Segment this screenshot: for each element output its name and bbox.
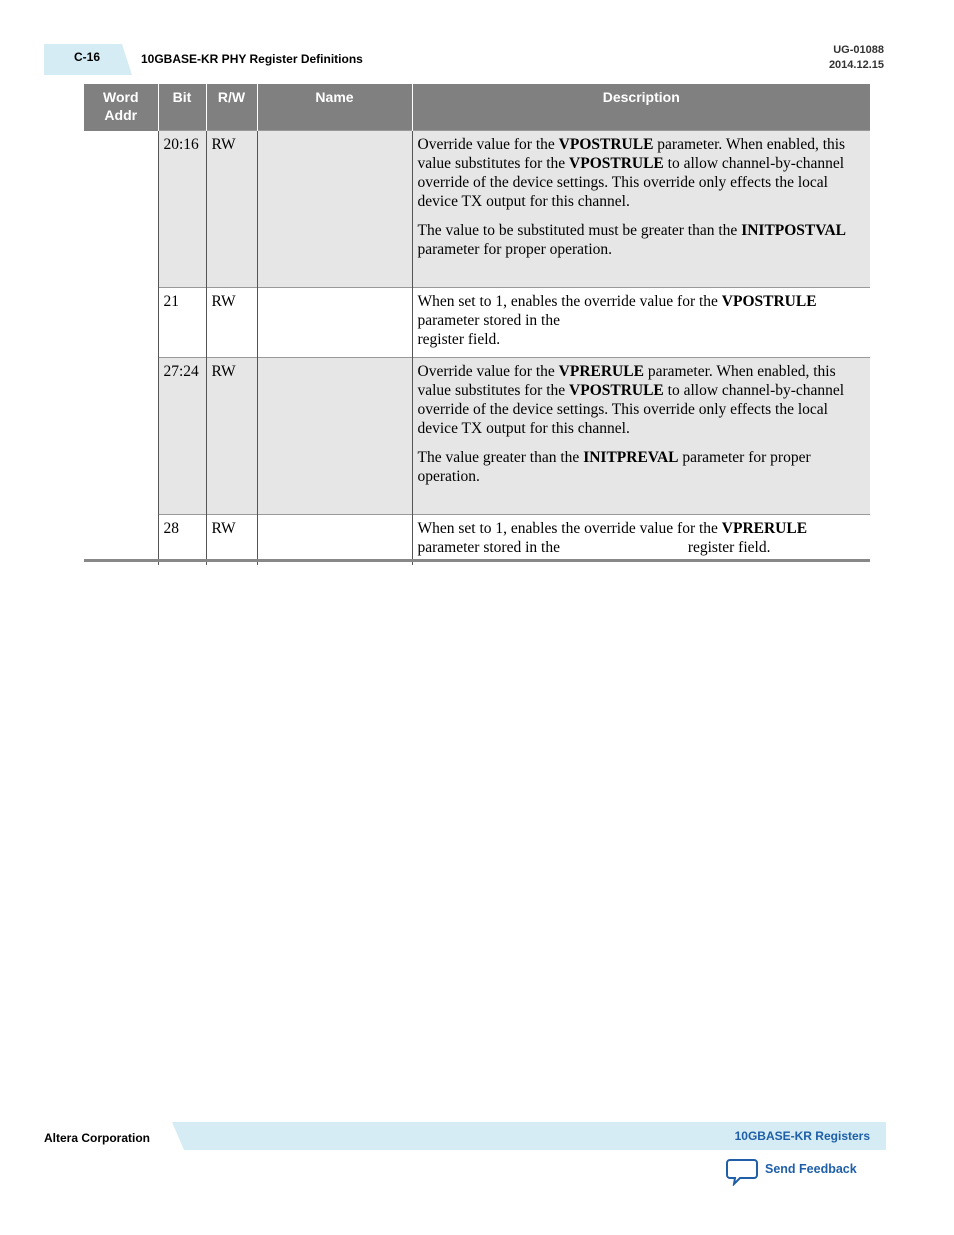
text-run: The value to be substituted must be greater than the (417, 222, 742, 239)
speech-bubble-icon[interactable] (726, 1158, 758, 1186)
name-cell (257, 515, 412, 566)
doc-id: UG-01088 (833, 44, 884, 56)
col-header-name: Name (257, 84, 412, 131)
text-run: Override value for the (417, 136, 559, 153)
register-table (84, 84, 870, 565)
text-run: The value greater than the (417, 449, 584, 466)
description-cell (412, 131, 870, 288)
parameter-name: VPOSTRULE (569, 382, 664, 399)
description-cell (412, 358, 870, 515)
text-run: to allow channel-by-channel override of the device settings. This override only effects the local device TX output for this channel. (417, 155, 845, 210)
text-run: parameter for proper operation. (417, 241, 613, 258)
rw-cell: RW (206, 131, 257, 288)
send-feedback-link[interactable]: Send Feedback (765, 1162, 857, 1176)
table-row (84, 131, 870, 288)
bit-cell: 27:24 (158, 358, 206, 515)
description-paragraph (418, 221, 866, 259)
description-paragraph (418, 292, 866, 349)
parameter-name: VPOSTRULE (721, 293, 817, 310)
text-run: Override value for the (417, 363, 559, 380)
text-run: When set to 1, enables the override value for the (417, 520, 722, 537)
rw-cell: RW (206, 515, 257, 566)
text-run: parameter. When enabled, this value substitutes for the (417, 136, 846, 172)
bit-cell: 20:16 (158, 131, 206, 288)
name-cell (257, 358, 412, 515)
description-cell (412, 515, 870, 566)
description-cell (412, 288, 870, 358)
doc-date: 2014.12.15 (828, 59, 884, 71)
parameter-name: INITPOSTVAL (741, 222, 846, 239)
col-header-word-addr: Word Addr (84, 84, 158, 131)
bit-cell: 21 (158, 288, 206, 358)
table-header-row (84, 84, 870, 131)
rw-cell: RW (206, 358, 257, 515)
text-run: parameter. When enabled, this value substitutes for the (417, 363, 836, 399)
bit-cell: 28 (158, 515, 206, 566)
col-header-rw: R/W (206, 84, 257, 131)
name-cell (257, 131, 412, 288)
doc-info (829, 43, 884, 73)
text-run: When set to 1, enables the override value for the (417, 293, 722, 310)
word-addr-cell (84, 131, 158, 566)
parameter-name: VPOSTRULE (569, 155, 664, 172)
table-row (84, 515, 870, 566)
table-row (84, 288, 870, 358)
parameter-name: VPRERULE (721, 520, 808, 537)
description-paragraph (418, 448, 866, 486)
company-name: Altera Corporation (44, 1131, 151, 1145)
text-run: register field. (417, 331, 501, 348)
text-run: parameter stored in the (417, 312, 560, 329)
text-run: to allow channel-by-channel override of the device settings. This override only effects the local device TX output for this channel. (417, 382, 845, 437)
parameter-name: VPOSTRULE (558, 136, 654, 153)
text-run: register field. (687, 539, 771, 556)
col-header-description: Description (412, 84, 870, 131)
section-title: 10GBASE-KR PHY Register Definitions (141, 52, 363, 66)
description-paragraph (418, 362, 866, 438)
description-paragraph (418, 519, 866, 557)
rw-cell: RW (206, 288, 257, 358)
description-paragraph (418, 135, 866, 211)
text-run: parameter for proper operation. (417, 449, 811, 485)
table-row (84, 358, 870, 515)
text-run (564, 539, 688, 556)
table-bottom-rule (84, 559, 870, 562)
parameter-name: INITPREVAL (583, 449, 679, 466)
name-cell (257, 288, 412, 358)
parameter-name: VPRERULE (558, 363, 644, 380)
text-run: parameter stored in the (417, 539, 564, 556)
page-number: C-16 (74, 50, 101, 64)
col-header-bit: Bit (158, 84, 206, 131)
footer-section-link[interactable]: 10GBASE-KR Registers (734, 1129, 870, 1143)
